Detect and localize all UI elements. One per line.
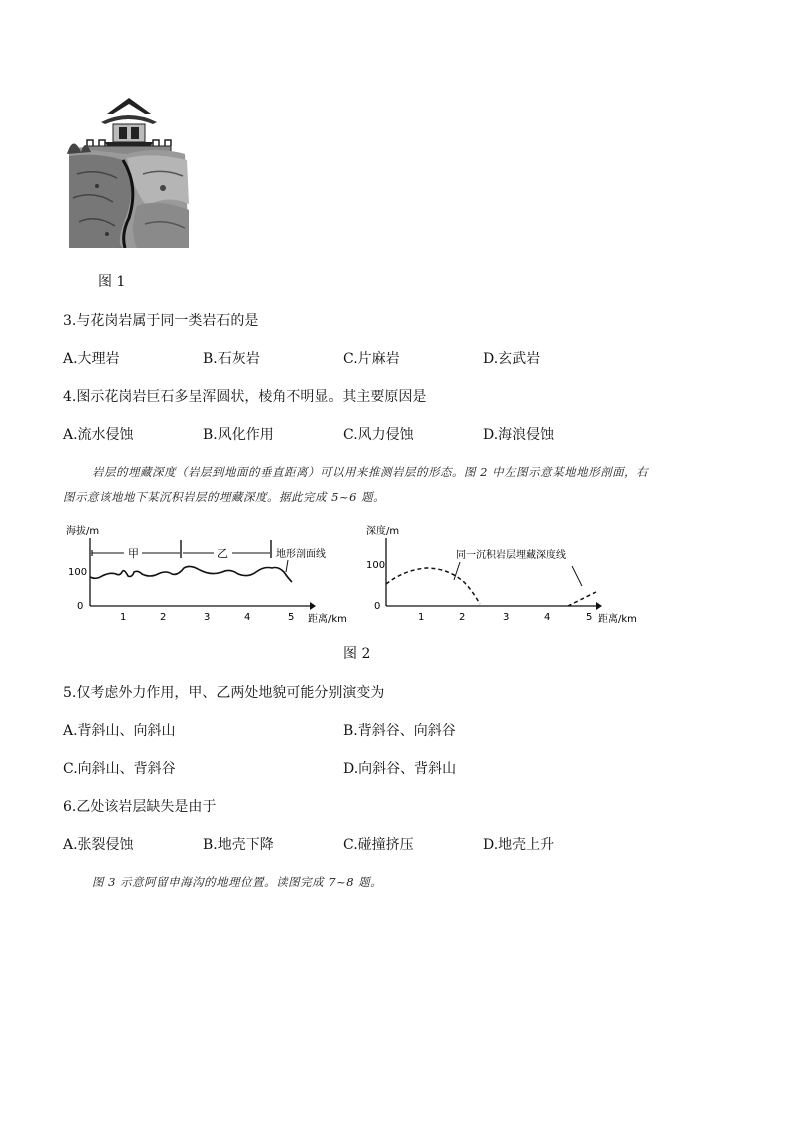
- question-3-stem: 3.与花岗岩属于同一类岩石的是: [63, 313, 259, 329]
- question-3-option-a[interactable]: A.大理岩: [63, 351, 120, 367]
- left-ytick-100: 100: [68, 567, 88, 578]
- right-xlabel: 距离/km: [598, 614, 637, 625]
- right-xtick-2: 2: [459, 612, 466, 623]
- depth-line-label: 同一沉积岩层埋藏深度线: [456, 550, 566, 561]
- question-6-stem: 6.乙处该岩层缺失是由于: [63, 799, 217, 815]
- question-5-option-c[interactable]: C.向斜山、背斜谷: [63, 761, 176, 777]
- right-xtick-5: 5: [586, 612, 593, 623]
- figure-1-caption: 图 1: [98, 274, 126, 290]
- question-6-option-a[interactable]: A.张裂侵蚀: [63, 837, 134, 853]
- fig3-intro: 图 3 示意阿留申海沟的地理位置。读图完成 7~8 题。: [92, 875, 383, 889]
- figure-1-photo: [67, 94, 191, 248]
- figure-2-right-burial-depth: [364, 520, 654, 630]
- fig2-intro-line1: 岩层的埋藏深度（岩层到地面的垂直距离）可以用来推测岩层的形态。图 2 中左图示意某地地形剖面，右: [92, 465, 649, 479]
- question-6-option-c[interactable]: C.碰撞挤压: [343, 837, 414, 853]
- question-3-option-d[interactable]: D.玄武岩: [483, 351, 541, 367]
- question-3-option-c[interactable]: C.片麻岩: [343, 351, 400, 367]
- label-jia: 甲: [128, 547, 139, 560]
- burial-depth-line-west: [386, 568, 480, 604]
- depth-label-leader-right: [572, 566, 582, 586]
- question-4-option-b[interactable]: B.风化作用: [203, 427, 274, 443]
- left-xtick-4: 4: [244, 612, 251, 623]
- left-xlabel: 距离/km: [308, 614, 347, 625]
- left-ytick-0: 0: [77, 601, 84, 612]
- figure-2-left-terrain-profile: [62, 520, 352, 630]
- right-xtick-3: 3: [503, 612, 510, 623]
- burial-depth-line-east: [568, 592, 596, 606]
- question-4-option-d[interactable]: D.海浪侵蚀: [483, 427, 555, 443]
- question-6-option-b[interactable]: B.地壳下降: [203, 837, 274, 853]
- left-xtick-2: 2: [160, 612, 167, 623]
- left-ylabel: 海拔/m: [66, 526, 100, 537]
- left-xtick-5: 5: [288, 612, 295, 623]
- fig2-intro-line2: 图示意该地地下某沉积岩层的埋藏深度。据此完成 5~6 题。: [63, 490, 386, 504]
- question-3-option-b[interactable]: B.石灰岩: [203, 351, 260, 367]
- terrain-profile-line: [90, 566, 292, 582]
- terrain-label-leader: [286, 560, 288, 572]
- right-ytick-0: 0: [374, 601, 381, 612]
- question-6-option-d[interactable]: D.地壳上升: [483, 837, 555, 853]
- question-5-stem: 5.仅考虑外力作用，甲、乙两处地貌可能分别演变为: [63, 685, 385, 701]
- question-4-stem: 4.图示花岗岩巨石多呈浑圆状，棱角不明显。其主要原因是: [63, 389, 427, 405]
- left-x-arrow: [310, 602, 316, 610]
- question-5-option-b[interactable]: B.背斜谷、向斜谷: [343, 723, 456, 739]
- right-ytick-100: 100: [366, 560, 386, 571]
- label-yi: 乙: [217, 547, 228, 560]
- left-xtick-1: 1: [120, 612, 127, 623]
- right-xtick-1: 1: [418, 612, 425, 623]
- question-4-option-a[interactable]: A.流水侵蚀: [63, 427, 134, 443]
- right-x-arrow: [596, 602, 602, 610]
- right-ylabel: 深度/m: [366, 526, 400, 537]
- terrain-line-label: 地形剖面线: [276, 549, 326, 560]
- question-5-option-d[interactable]: D.向斜谷、背斜山: [343, 761, 457, 777]
- left-xtick-3: 3: [204, 612, 211, 623]
- figure-2-caption: 图 2: [343, 646, 371, 662]
- question-5-option-a[interactable]: A.背斜山、向斜山: [63, 723, 176, 739]
- question-4-option-c[interactable]: C.风力侵蚀: [343, 427, 414, 443]
- right-xtick-4: 4: [544, 612, 551, 623]
- pavilion-rock-image: [67, 94, 191, 248]
